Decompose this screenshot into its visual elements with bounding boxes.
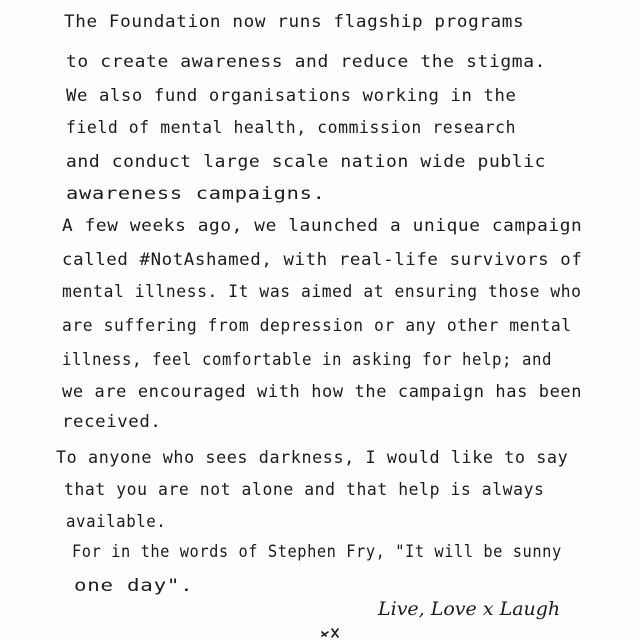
letter-line: received. — [62, 412, 162, 432]
letter-line: illness, feel comfortable in asking for help; and — [62, 350, 553, 370]
letter-line: We also fund organisations working in the — [66, 86, 517, 106]
letter-line: field of mental health, commission research — [66, 118, 517, 138]
letter-line: available. — [66, 512, 167, 532]
signature-mark — [318, 624, 348, 640]
letter-line: that you are not alone and that help is always — [64, 480, 545, 500]
letter-line: and conduct large scale nation wide public — [66, 152, 547, 172]
letter-line: to create awareness and reduce the stigma. — [66, 52, 547, 72]
signoff: Live, Love x Laugh — [378, 598, 561, 620]
letter-line: one day". — [74, 576, 194, 596]
letter-line: called #NotAshamed, with real-life survivors of — [62, 250, 583, 270]
letter-line: awareness campaigns. — [66, 184, 326, 204]
letter-line: are suffering from depression or any other mental — [62, 316, 572, 336]
letter-line: For in the words of Stephen Fry, "It will be sunny — [72, 542, 562, 562]
letter-line: we are encouraged with how the campaign has been — [62, 382, 583, 402]
letter-line: The Foundation now runs flagship programs — [64, 12, 525, 32]
letter-line: mental illness. It was aimed at ensuring those who — [62, 282, 582, 302]
letter-line: A few weeks ago, we launched a unique campaign — [62, 216, 583, 236]
letter-line: To anyone who sees darkness, I would like to say — [56, 448, 569, 468]
